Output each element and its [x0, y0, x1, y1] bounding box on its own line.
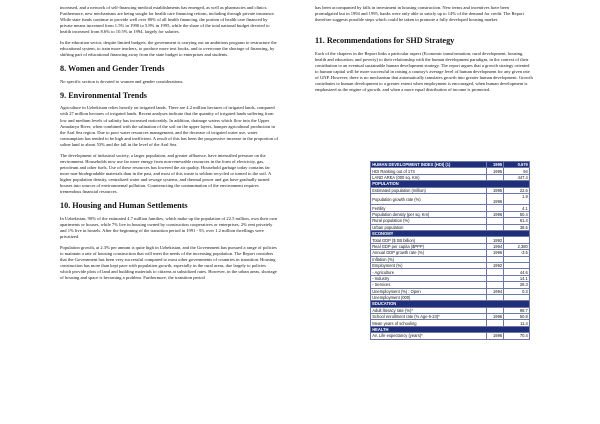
housing-paragraph-1: In Uzbekistan, 90% of the estimated 4.7 million families, which make up the population of 22.5 million, own their own apartments or houses, while 7% live in housing owned by construction cooperatives or enterprises, 2% rent privately and 1% live in hostels. After the beginning of the transition period in 1991 - 93, over 1.2 million dwellings were privatized.	[60, 215, 278, 239]
table-row-label: - Services	[371, 282, 487, 288]
table-row-label: - Agriculture	[371, 269, 487, 275]
table-row-value: -3.5	[504, 250, 530, 256]
table-row-value: 50.8	[504, 314, 530, 320]
table-row-label: HDI Ranking out of 174	[371, 168, 487, 174]
table-row-value: 11.4	[504, 320, 530, 326]
table-row-year: 1992	[486, 237, 504, 243]
section-heading-housing: 10. Housing and Human Settlements	[60, 201, 188, 211]
environment-paragraph-2: The development of industrial society, a larger population, and greater affluence, have intensified pressure on the environment. Households now use far more energy from non-renewable resources in the form of electricity, gas, petroleum and other fuels. Use of these resources has lowered the air quality. Household garbage today contains far more non-biodegradable materials than in the past, and most of this waste is seldom recycled or turned to the soil. A higher population density, centralized water and sewage systems, and thermal power and gas have gradually turned houses into sources of environmental pollution. Counteracting the contamination of the environment requires tremendous financial resources.	[60, 152, 271, 195]
table-row-label: Total GDP ($ SB billion)	[371, 237, 487, 243]
table-row-label: Mean years of schooling	[371, 320, 487, 326]
left-column	[60, 5, 278, 286]
environment-paragraph-1: Agriculture in Uzbekistan relies heavily on irrigated lands. There are 4.2 million hectares of irrigated lands, compared with 27 million hectares of irrigated lands. Recent analyses indicate that the quantity of irrigated lands suffering from low and medium levels of salinity has increased noticeably. In addition, drainage waters which flow into the Upper Amudarya River, when combined with the salination of the soil on the upper layers, hamper agricultural production in the Aral Sea region. Due to poor water resources management, and the decrease of irrigated water use, water consumption has tended to be high and inefficient. A result of this has been the progressive increase in the proportion of saline land to about 53% and the fall in the level of the Aral Sea.	[60, 105, 278, 147]
table-row-value: 50.4	[504, 211, 530, 217]
table-row-value: 70.4	[504, 333, 530, 339]
table-row-label: Unemployment (000)	[371, 294, 487, 300]
table-section-label: EDUCATION	[371, 301, 530, 307]
housing-continued-paragraph: has been accompanied by falls in investment in housing construction. New terms and incentives have been promulgated but in 1994 and 1995, banks were only able to satisfy up to 14% of the demand for credit. The Report therefore suggests possible steps which could be taken to promote a fully developed housing market.	[315, 5, 524, 23]
table-row-label: Estimated population (million)	[371, 187, 487, 193]
table-row-year: 1996	[486, 193, 504, 205]
table-row-label: Fertility	[371, 205, 487, 211]
section-heading-environment: 9. Environmental Trends	[60, 90, 147, 100]
table-section-label: ECONOMY	[371, 231, 530, 237]
table-row-label: Inflation (%)	[371, 256, 487, 262]
housing-paragraph-2: Population growth, at 2.3% per annum is quite high in Uzbekistan, and the Government has pursued a range of policies to maintain a rate of housing construction that will meet the needs of the increasing population. The Report considers that the Government has been very successful compared to most other governments of countries in transition. Housing construction has more than kept pace with population growth, especially in the rural areas, due largely to policies which provide plots of land and building materials to citizens at subsidized rates. However, in the urban areas, shortage of housing and space is becoming a problem. Furthermore, the transition period	[60, 244, 277, 280]
table-row-label: - Industry	[371, 275, 487, 281]
table-row	[371, 333, 530, 339]
table-row-year: 1995	[486, 168, 504, 174]
table-row-year: 1996	[486, 250, 504, 256]
right-column	[315, 5, 533, 98]
table-row-value: 14.1	[504, 275, 530, 281]
table-title-year: 1995	[486, 162, 504, 168]
table-row-value: 98.7	[504, 307, 530, 313]
table-row-year: 1995	[486, 187, 504, 193]
table-row-year: 1996	[486, 314, 504, 320]
women-gender-paragraph: No specific section is devoted to women and gender considerations.	[60, 78, 184, 84]
table-title-value: 0.679	[504, 162, 530, 168]
section-heading-recommendations: 11. Recommendations for SHD Strategy	[315, 36, 455, 46]
table-row-year: 1996	[486, 333, 504, 339]
table-row-year: 1994	[486, 243, 504, 249]
table-row-value: 4.1	[504, 205, 530, 211]
table-row-label: School enrollment rate (% Age 6-23)*	[371, 314, 487, 320]
table-row-year: 1996	[486, 211, 504, 217]
table-row-label: Urban population	[371, 224, 487, 230]
table-title: HUMAN DEVELOPMENT INDEX (HDI) (1)	[371, 162, 487, 168]
table-row-label: Population growth rate (%)	[371, 193, 487, 205]
table-row-label: Annual GDP growth rate (%)	[371, 250, 487, 256]
hdi-statistics-table	[370, 161, 530, 340]
table-row-label: Population density (per sq. Km)	[371, 211, 487, 217]
table-row-value: 38.6	[504, 224, 530, 230]
table-row-value: 2,380	[504, 243, 530, 249]
table-row-year: 1992	[486, 262, 504, 268]
table-row-label: Av. Life expectancy (years)*	[371, 333, 487, 339]
table-row-value: 28.3	[504, 282, 530, 288]
table-row-year: 1994	[486, 288, 504, 294]
recommendations-paragraph: Each of the chapters in the Report links a particular aspect (Economic transformation, rural development, housing, health and education, and poverty) to their relationship with the human development paradigm, in the context of their contribution to an eventual sustainable human development strategy. The report argues that a growth strategy oriented to human capital will be more successful in raising a country's average level of human development for any given rate of GNP. However, there is no mechanism that automatically translates growth into greater human development. Growth contributes to human development to a greater extent when employment is encouraged, when human development is emphasized as the engine of growth, and when a more equal distribution of income is promoted.	[315, 50, 533, 92]
table-section-label: POPULATION	[371, 181, 530, 187]
education-paragraph: In the education sector, despite limited budgets, the government is carrying out an ambitious program to restructure the educational system, to train more teachers, to produce more text books, and to overcome the shortage of financing, by shifting part of educational financing away from the state budget to enterprises and students.	[60, 40, 277, 58]
table-row-value: 1.9	[504, 193, 530, 205]
table-row-label: Rural population (%)	[371, 218, 487, 224]
table-row-value: 447.4	[504, 174, 530, 180]
table-row	[371, 193, 530, 205]
health-paragraph: increased, and a network of self-financing medical establishments has emerged, as well as pharmacies and clinics. Furthermore, new mechanisms are being sought for health care financing reform, including through private insurance. While state funds continue to provide well over 80% of all health financing, the portion of health care financed by private means increased from 1.5% in 1990 to 5.8% in 1995, while the share of the total national budget devoted to health increased from 8.6% to 10.5% in 1994, largely for salaries.	[60, 5, 275, 35]
table-section-label: HEALTH	[371, 326, 530, 332]
table-row-value: 61.4	[504, 218, 530, 224]
table-row-label: Employment (%)	[371, 262, 487, 268]
table-row-value: 22.6	[504, 187, 530, 193]
section-heading-women-gender: 8. Women and Gender Trends	[60, 64, 165, 74]
table-row-value: 0.3	[504, 288, 530, 294]
table-row-label: LAND AREA (000 sq. Km)	[371, 174, 487, 180]
table-row-value: 44.6	[504, 269, 530, 275]
table-row-label: Real GDP per capita ($PPP)	[371, 243, 487, 249]
table-row-value: 94	[504, 168, 530, 174]
table-row-label: Adult literacy rate (%)*	[371, 307, 487, 313]
table-row-label: Unemployment (%) : Open	[371, 288, 487, 294]
